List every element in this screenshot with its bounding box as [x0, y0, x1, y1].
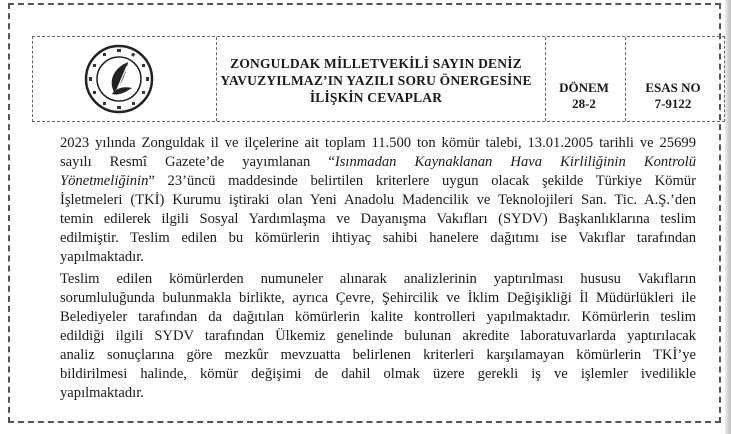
text-line: bildirilmesi halinde, kömür değişimi de dahil olmak üzere gerekli iş ve işlemler ivedilikle	[60, 366, 696, 382]
text-line: yapılmaktadır.	[60, 385, 144, 401]
text-line: temin edilerek ilgili Sosyal Yardımlaşma ve Dayanışma Vakıfları (SYDV) Başkanlıklarına teslim	[60, 211, 696, 227]
text-line: sorumluluğunda bulunmakla birlikte, ayrıca Çevre, Şehircilik ve İklim Değişikliği İl Müdürlükleri ile	[60, 290, 696, 306]
paragraph-1	[60, 134, 696, 267]
text-line: Teslim edilen kömürlerden numuneler alınarak analizlerinin yaptırılması hususu Vakıfların	[60, 271, 696, 287]
donem-label: DÖNEM	[559, 80, 609, 95]
text-line: İşletmeleri (TKİ) Kurumu iştiraki olan Yeni Anadolu Madencilik ve Teknolojileri San. Tic. A.Ş.’den	[60, 192, 696, 208]
text-line: Belediyeler tarafından da dağıtılan kömürlerin kalite kontrolleri yapılmaktadır. Kömürlerin teslim	[60, 309, 696, 325]
document-title	[216, 55, 536, 106]
title-line: ZONGULDAK MİLLETVEKİLİ SAYIN DENİZ	[230, 56, 522, 71]
title-line: İLİŞKİN CEVAPLAR	[309, 90, 443, 105]
text-line: Yönetmeliğinin” 23’üncü maddesinde belirtilen kriterlere uygun olacak şekilde Türkiye Kömür	[60, 173, 696, 189]
ministry-seal-icon	[84, 44, 154, 114]
paragraph-2	[60, 270, 696, 403]
esas-no-cell	[625, 80, 721, 112]
donem-cell	[545, 80, 623, 112]
text-line: sayılı Resmî Gazete’de yayımlanan “Isınmadan Kaynaklanan Hava Kirliliğinin Kontrolü	[60, 154, 696, 170]
esas-no-value: 7-9122	[654, 96, 692, 111]
text-line: edildiği ilgili SYDV tarafından Ülkemiz genelinde bulunan akredite laboratuvarlarda yaptırılacak	[60, 328, 696, 344]
text-line: analiz sonuçlarına göre mezkûr mevzuatta belirlenen kriterleri karşılamayan kömürlerin TKİ’ye	[60, 347, 696, 363]
text-line: 2023 yılında Zonguldak il ve ilçelerine ait toplam 11.500 ton kömür talebi, 13.01.2005 tarihli ve 25699	[60, 135, 696, 151]
title-line: YAVUZYILMAZ’IN YAZILI SORU ÖNERGESİNE	[220, 73, 532, 88]
page-edge	[725, 0, 731, 434]
text-line: edilmiştir. Teslim edilen bu kömürlerin ihtiyaç sahibi hanelere dağıtımı ise Vakıflar tarafından	[60, 230, 696, 246]
esas-no-label: ESAS NO	[645, 80, 701, 95]
donem-value: 28-2	[572, 96, 596, 111]
text-line: yapılmaktadır.	[60, 249, 144, 265]
